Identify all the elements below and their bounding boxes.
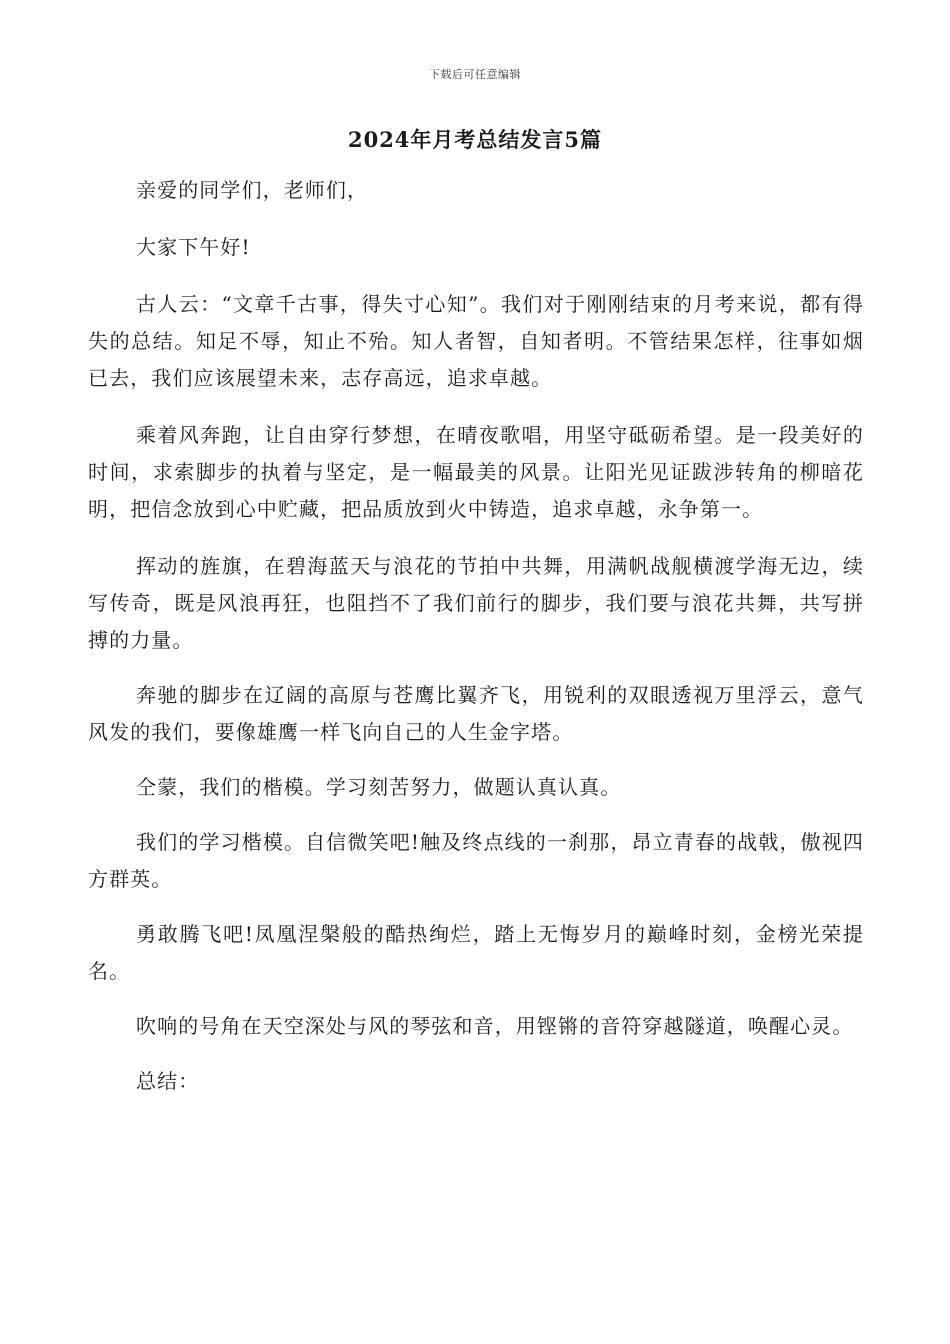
header-note: 下载后可任意编辑 — [429, 68, 521, 81]
document-body — [88, 154, 864, 1100]
paragraph-salutation: 大家下午好! — [136, 235, 251, 259]
paragraph-7: 勇敢腾飞吧!凤凰涅槃般的酷热绚烂，踏上无悔岁月的巅峰时刻，金榜光荣提名。 — [88, 922, 864, 983]
paragraph-3: 挥动的旌旗，在碧海蓝天与浪花的节拍中共舞，用满帆战舰横渡学海无边，续写传奇，既是风浪再狂，也阻挡不了我们前行的脚步，我们要与浪花共舞，共写拼搏的力量。 — [88, 554, 864, 652]
paragraph-1: 古人云：“文章千古事，得失寸心知”。我们对于刚刚结束的月考来说，都有得失的总结。知足不辱，知止不殆。知人者智，自知者明。不管结果怎样，往事如烟已去，我们应该展望未来，志存高远，追求卓越。 — [88, 292, 864, 390]
paragraph-summary-heading: 总结： — [136, 1069, 200, 1093]
paragraph-greeting: 亲爱的同学们，老师们， — [136, 178, 369, 202]
paragraph-5: 仝蒙，我们的楷模。学习刻苦努力，做题认真认真。 — [136, 775, 622, 799]
paragraph-4: 奔驰的脚步在辽阔的高原与苍鹰比翼齐飞，用锐利的双眼透视万里浮云，意气风发的我们，要像雄鹰一样飞向自己的人生金字塔。 — [88, 683, 864, 744]
document-title: 2024年月考总结发言5篇 — [347, 127, 603, 152]
paragraph-6: 我们的学习楷模。自信微笑吧!触及终点线的一刹那，昂立青春的战戟，傲视四方群英。 — [88, 830, 864, 891]
paragraph-8: 吹响的号角在天空深处与风的琴弦和音，用铿锵的音符穿越隧道，唤醒心灵。 — [136, 1014, 854, 1038]
paragraph-2: 乘着风奔跑，让自由穿行梦想，在晴夜歌唱，用坚守砥砺希望。是一段美好的时间，求索脚步的执着与坚定，是一幅最美的风景。让阳光见证跋涉转角的柳暗花明，把信念放到心中贮藏，把品质放到火中铸造，追求卓越，永争第一。 — [88, 423, 864, 521]
